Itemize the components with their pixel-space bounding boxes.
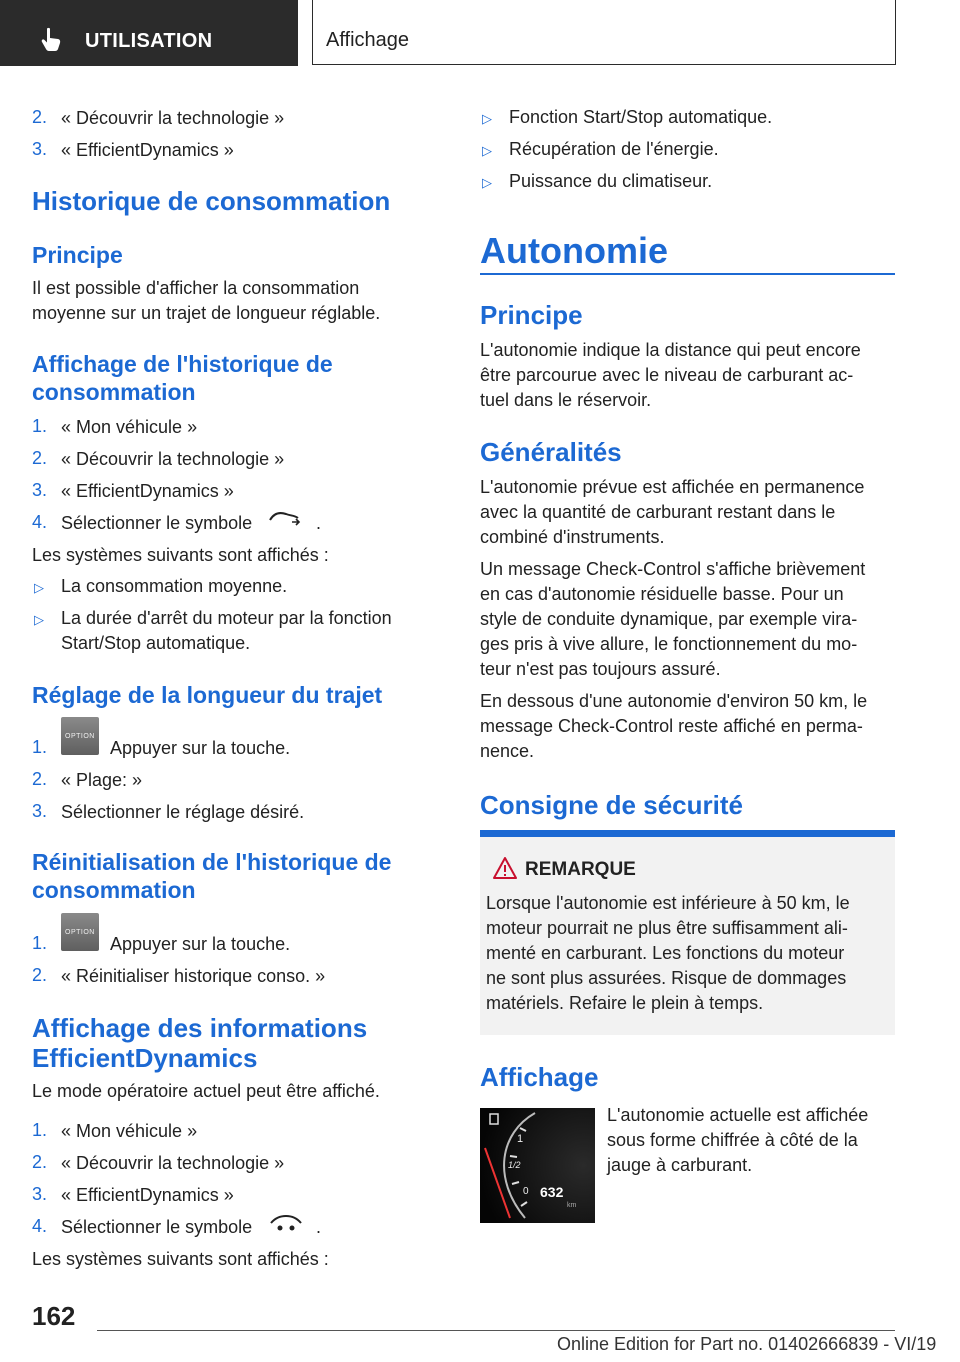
list-number: 4. [32, 1216, 48, 1236]
heading-history: Historique de consommation [32, 186, 391, 216]
paragraph-line: L'autonomie actuelle est affichée [607, 1105, 869, 1125]
bullet-triangle-icon: ▷ [34, 580, 44, 595]
list-number: 3. [32, 801, 48, 821]
bullet-item: Récupération de l'énergie. [509, 139, 719, 159]
list-item: « Réinitialiser historique conso. » [61, 966, 326, 986]
bullet-item: Puissance du climatiseur. [509, 171, 713, 191]
paragraph-info: Le mode opératoire actuel peut être affiché. [32, 1081, 380, 1101]
paragraph-line: message Check-Control reste affiché en perma- [480, 716, 863, 736]
footer-rule [97, 1330, 895, 1331]
note-line: ne sont plus assurées. Risque de dommages [486, 968, 847, 988]
paragraph-line: ges pris à vive allure, le fonctionnement du mo- [480, 634, 858, 654]
option-button-icon: OPTION [61, 717, 99, 755]
list-number: 2. [32, 769, 48, 789]
heading-principle: Principe [480, 300, 583, 330]
note-line: menté en carburant. Les fonctions du moteur [486, 943, 845, 963]
list-item: « Découvrir la technologie » [61, 108, 285, 128]
list-item: Sélectionner le symbole [61, 513, 253, 533]
heading-info-2: EfficientDynamics [32, 1043, 258, 1073]
heading-principle: Principe [32, 242, 123, 268]
warning-triangle-icon [492, 856, 518, 880]
chapter-title: Affichage [326, 29, 410, 51]
paragraph-line: En dessous d'une autonomie d'environ 50 km, le [480, 691, 868, 711]
fuel-gauge-image [480, 1108, 595, 1223]
list-item: « Découvrir la technologie » [61, 449, 285, 469]
list-item: « Plage: » [61, 770, 143, 790]
paragraph-line: Un message Check-Control s'affiche brièvement [480, 559, 866, 579]
heading-reset: Réinitialisation de l'historique de [32, 849, 392, 875]
bullet-item: La durée d'arrêt du moteur par la fonction [61, 608, 392, 628]
note-line: moteur pourrait ne plus être suffisamment ali- [486, 918, 848, 938]
heading-display-history-2: consommation [32, 379, 196, 405]
gauge-mark-empty: 0 [523, 1186, 529, 1197]
list-number: 1. [32, 1120, 48, 1140]
heading-general: Généralités [480, 437, 622, 467]
list-item: « EfficientDynamics » [61, 1185, 234, 1205]
list-number: 2. [32, 965, 48, 985]
list-number: 2. [32, 1152, 48, 1172]
heading-safety: Consigne de sécurité [480, 790, 743, 820]
list-item-tail: . [316, 513, 322, 533]
bullet-triangle-icon: ▷ [482, 143, 492, 158]
paragraph-line: en cas d'autonomie résiduelle basse. Pour un [480, 584, 844, 604]
note-line: Lorsque l'autonomie est inférieure à 50 km, le [486, 893, 850, 913]
paragraph-line: teur n'est pas toujours assuré. [480, 659, 721, 679]
list-item: Sélectionner le symbole [61, 1217, 253, 1237]
systems-shown-text: Les systèmes suivants sont affichés : [32, 545, 329, 565]
gauge-mark-half: 1/2 [508, 1160, 521, 1170]
heading-reset-2: consommation [32, 877, 196, 903]
note-line: matériels. Refaire le plein à temps. [486, 993, 764, 1013]
heading-display-history: Affichage de l'historique de [32, 351, 333, 377]
bullet-triangle-icon: ▷ [482, 175, 492, 190]
page-number: 162 [32, 1301, 76, 1331]
systems-shown-text: Les systèmes suivants sont affichés : [32, 1249, 329, 1269]
list-number: 3. [32, 1184, 48, 1204]
list-item: Appuyer sur la touche. [110, 934, 291, 954]
list-item: « Découvrir la technologie » [61, 1153, 285, 1173]
hand-pointer-icon [40, 27, 62, 51]
section-tab [0, 0, 298, 66]
gauge-range-unit: km [567, 1202, 577, 1209]
list-number: 1. [32, 933, 48, 953]
efficientdynamics-icon [268, 1211, 304, 1235]
heading-display: Affichage [480, 1062, 599, 1092]
bullet-triangle-icon: ▷ [482, 111, 492, 126]
paragraph-line: nence. [480, 741, 535, 761]
list-item: Sélectionner le réglage désiré. [61, 802, 305, 822]
bullet-item: Fonction Start/Stop automatique. [509, 107, 773, 127]
list-number: 3. [32, 480, 48, 500]
edition-note: Online Edition for Part no. 01402666839 - VI/19 [557, 1334, 937, 1354]
list-item: « Mon véhicule » [61, 1121, 198, 1141]
consumption-history-icon [268, 508, 304, 530]
list-number: 1. [32, 416, 48, 436]
list-number: 3. [32, 139, 48, 159]
chapter-tab [312, 0, 896, 65]
list-number: 2. [32, 107, 48, 127]
paragraph-line: style de conduite dynamique, par exemple vira- [480, 609, 858, 629]
note-title: REMARQUE [525, 859, 636, 880]
bullet-item: La consommation moyenne. [61, 576, 288, 596]
paragraph-line: L'autonomie indique la distance qui peut encore [480, 340, 861, 360]
paragraph-line: combiné d'instruments. [480, 527, 665, 547]
paragraph-line: jauge à carburant. [607, 1155, 753, 1175]
note-top-bar [480, 830, 895, 837]
paragraph-line: tuel dans le réservoir. [480, 390, 652, 410]
paragraph-line: L'autonomie prévue est affichée en permanence [480, 477, 865, 497]
heading-adjust: Réglage de la longueur du trajet [32, 682, 383, 708]
heading-range: Autonomie [480, 230, 668, 271]
paragraph-line: Il est possible d'afficher la consommation [32, 278, 360, 298]
gauge-mark-full: 1 [517, 1133, 524, 1145]
heading-rule [480, 273, 895, 275]
bullet-triangle-icon: ▷ [34, 612, 44, 627]
option-button-icon: OPTION [61, 913, 99, 951]
paragraph-line: sous forme chiffrée à côté de la [607, 1130, 858, 1150]
list-item: « EfficientDynamics » [61, 481, 234, 501]
bullet-item-cont: Start/Stop automatique. [61, 633, 251, 653]
list-item-tail: . [316, 1217, 322, 1237]
list-number: 2. [32, 448, 48, 468]
gauge-range-value: 632 [540, 1184, 564, 1200]
list-item: « Mon véhicule » [61, 417, 198, 437]
paragraph-line: avec la quantité de carburant restant dans le [480, 502, 836, 522]
paragraph-line: être parcourue avec le niveau de carburant ac- [480, 365, 854, 385]
list-item: Appuyer sur la touche. [110, 738, 291, 758]
list-item: « EfficientDynamics » [61, 140, 234, 160]
list-number: 1. [32, 737, 48, 757]
paragraph-line: moyenne sur un trajet de longueur réglable. [32, 303, 381, 323]
section-title: UTILISATION [85, 30, 213, 52]
heading-info: Affichage des informations [32, 1013, 368, 1043]
list-number: 4. [32, 512, 48, 532]
